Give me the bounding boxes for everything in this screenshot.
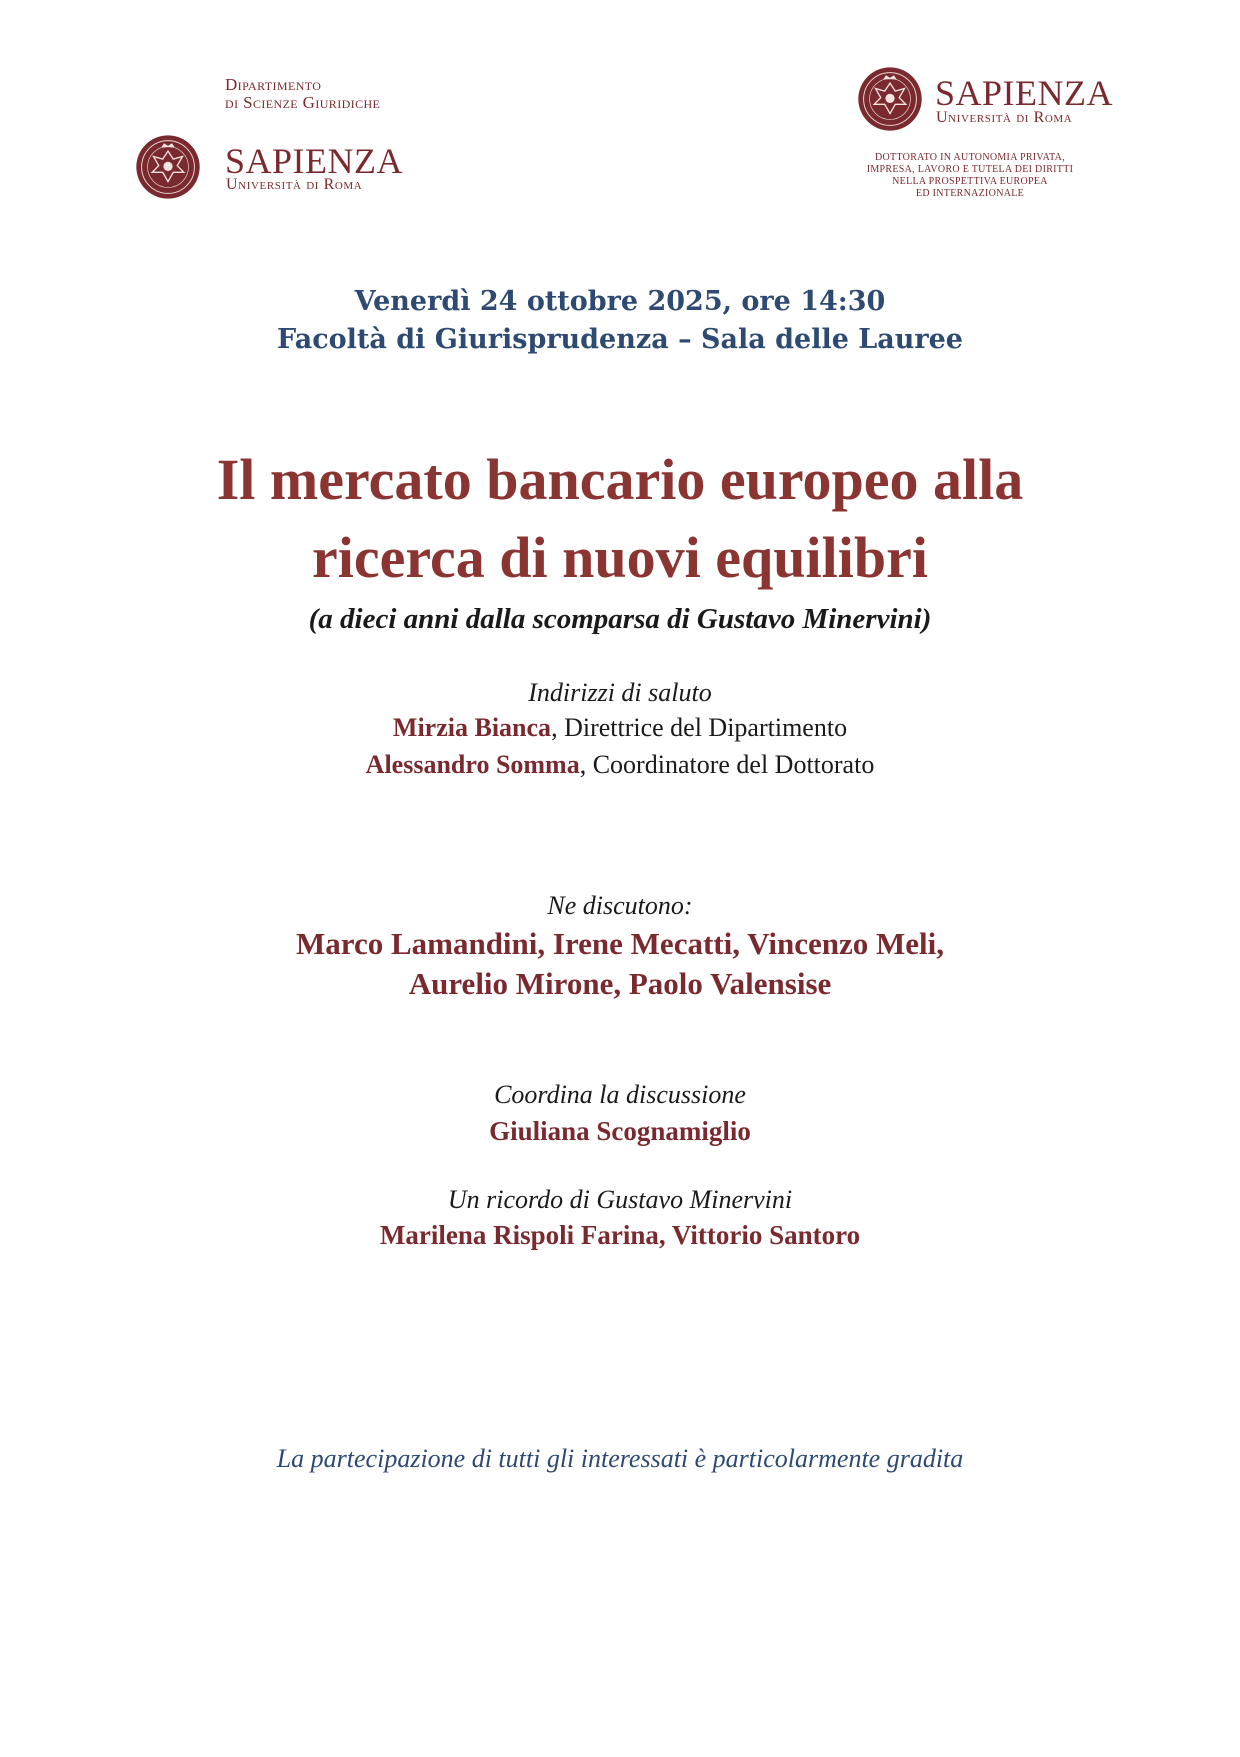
sapienza-seal-icon <box>135 134 201 200</box>
memory-speakers: Marilena Rispoli Farina, Vittorio Santoro <box>379 1220 861 1250</box>
coordinator-name: Giuliana Scognamiglio <box>489 1116 751 1146</box>
discussants-line-2: Aurelio Mirone, Paolo Valensise <box>408 966 832 1001</box>
event-location: Facoltà di Giurisprudenza – Sala delle Lauree <box>277 324 963 355</box>
memory-heading: Un ricordo di Gustavo Minervini <box>447 1185 793 1214</box>
sapienza-subtitle-right: Università di Roma <box>936 109 1073 126</box>
department-label <box>225 76 380 112</box>
department-line-2: di Scienze Giuridiche <box>225 93 381 112</box>
event-subtitle: (a dieci anni dalla scomparsa di Gustavo Minervini) <box>308 603 932 635</box>
greeting-speaker-1 <box>0 713 1240 743</box>
sapienza-name-right: SAPIENZA <box>935 73 1114 113</box>
speaker-role: , Direttrice del Dipartimento <box>551 713 848 742</box>
coordination-heading: Coordina la discussione <box>494 1080 746 1109</box>
event-date-time: Venerdì 24 ottobre 2025, ore 14:30 <box>354 286 886 317</box>
event-title-line-2: ricerca di nuovi equilibri <box>312 525 928 590</box>
greetings-heading: Indirizzi di saluto <box>528 678 712 707</box>
sapienza-name-left: SAPIENZA <box>225 141 404 181</box>
speaker-name: Mirzia Bianca <box>392 713 552 742</box>
sapienza-seal-icon <box>857 66 923 132</box>
doctorate-line-2: IMPRESA, LAVORO E TUTELA DEI DIRITTI <box>866 164 1074 175</box>
doctorate-label <box>855 152 1085 200</box>
closing-note: La partecipazione di tutti gli interessati è particolarmente gradita <box>276 1444 964 1473</box>
greeting-speaker-2 <box>0 750 1240 780</box>
sapienza-subtitle-left: Università di Roma <box>226 176 363 193</box>
speaker-role: , Coordinatore del Dottorato <box>579 750 875 779</box>
discussants-line-1: Marco Lamandini, Irene Mecatti, Vincenzo Meli, <box>295 926 945 961</box>
doctorate-line-1: DOTTORATO IN AUTONOMIA PRIVATA, <box>875 152 1065 163</box>
doctorate-line-3: NELLA PROSPETTIVA EUROPEA <box>892 176 1048 187</box>
discussion-heading: Ne discutono: <box>547 891 693 920</box>
department-line-1: Dipartimento <box>225 75 322 94</box>
event-title-line-1: Il mercato bancario europeo alla <box>216 447 1024 512</box>
speaker-name: Alessandro Somma <box>365 750 580 779</box>
doctorate-line-4: ED INTERNAZIONALE <box>915 188 1025 199</box>
